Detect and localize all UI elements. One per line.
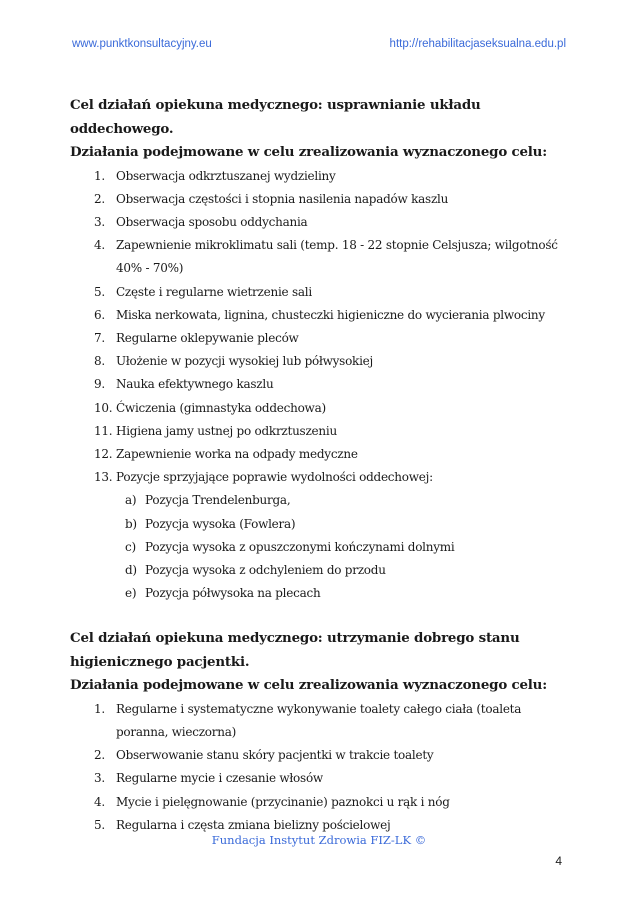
list-item-text: Zapewnienie worka na odpady medyczne	[116, 446, 358, 461]
list-item-text: Regularne i systematyczne wykonywanie toalety całego ciała (toaleta poranna, wieczorna)	[116, 701, 522, 740]
list-item-number: 1.	[94, 168, 105, 183]
list-item	[70, 397, 575, 420]
section1-action-list	[70, 165, 575, 606]
list-item-number: 6.	[94, 307, 105, 322]
list-item-number: 5.	[94, 817, 105, 832]
list-item	[70, 234, 575, 280]
list-item-number: 11.	[94, 423, 113, 438]
list-item-text: Mycie i pielęgnowanie (przycinanie) paznokci u rąk i nóg	[116, 794, 450, 809]
list-item-number: 1.	[94, 701, 105, 716]
list-item	[70, 744, 575, 767]
section2-goal-line2: higienicznego pacjentki.	[70, 653, 250, 670]
list-item-number: 4.	[94, 238, 105, 253]
list-item-number: 10.	[94, 400, 113, 415]
sublist-item	[70, 536, 575, 559]
sublist-item-text: Pozycja wysoka z odchyleniem do przodu	[145, 562, 386, 577]
list-item	[70, 443, 575, 466]
list-item-text: Regularne oklepywanie pleców	[116, 330, 299, 345]
list-item-text: Ćwiczenia (gimnastyka oddechowa)	[116, 400, 326, 415]
page-number: 4	[555, 854, 562, 868]
sublist-item	[70, 582, 575, 605]
list-item-text: Pozycje sprzyjające poprawie wydolności oddechowej:	[116, 470, 433, 485]
sublist-item-letter: d)	[125, 562, 137, 577]
list-item-text: Zapewnienie mikroklimatu sali (temp. 18 - 22 stopnie Celsjusza; wilgotność 40% - 70%)	[116, 238, 558, 276]
list-item	[70, 420, 575, 443]
sublist-item-text: Pozycja półwysoka na plecach	[145, 586, 321, 601]
list-item	[70, 767, 575, 790]
list-item	[70, 791, 575, 814]
list-item	[70, 327, 575, 350]
section1-actions-heading: Działania podejmowane w celu zrealizowania wyznaczonego celu:	[70, 144, 547, 160]
list-item-text: Ułożenie w pozycji wysokiej lub półwysokiej	[116, 354, 373, 369]
list-item-text: Obserwacja częstości i stopnia nasilenia napadów kaszlu	[116, 191, 449, 206]
list-item-text: Higiena jamy ustnej po odkrztuszeniu	[116, 423, 337, 438]
list-item	[70, 211, 575, 234]
list-item-number: 7.	[94, 330, 105, 345]
header-link-left[interactable]: www.punktkonsultacyjny.eu	[72, 38, 212, 50]
list-item-number: 8.	[94, 354, 105, 369]
page-footer	[0, 833, 638, 847]
sublist-item	[70, 513, 575, 536]
list-item-text: Obserwacja sposobu oddychania	[116, 214, 308, 229]
list-item-text: Regularna i częsta zmiana bielizny pościelowej	[116, 817, 391, 832]
section2-actions-heading: Działania podejmowane w celu zrealizowania wyznaczonego celu:	[70, 677, 547, 694]
list-item	[70, 466, 575, 605]
list-item-text: Nauka efektywnego kaszlu	[116, 377, 274, 392]
list-item-number: 4.	[94, 794, 105, 809]
list-item	[70, 188, 575, 211]
list-item	[70, 281, 575, 304]
list-item-text: Częste i regularne wietrzenie sali	[116, 284, 312, 299]
sublist-item-letter: c)	[125, 539, 136, 554]
list-item-number: 9.	[94, 377, 105, 392]
list-item-text: Obserwacja odkrztuszanej wydzieliny	[116, 168, 336, 183]
copyright-icon: ©	[414, 833, 427, 847]
list-item-number: 12.	[94, 446, 113, 461]
list-item	[70, 165, 575, 188]
section2-action-list	[70, 698, 575, 837]
sublist-item-letter: e)	[125, 586, 137, 601]
list-item-number: 3.	[94, 771, 105, 786]
sublist-item-letter: b)	[125, 516, 137, 531]
list-item	[70, 304, 575, 327]
section2-goal-line1: Cel działań opiekuna medycznego: utrzymanie dobrego stanu	[70, 630, 520, 647]
list-item-text: Regularne mycie i czesanie włosów	[116, 771, 323, 786]
list-item-number: 3.	[94, 214, 105, 229]
list-item	[70, 350, 575, 373]
footer-foundation-name: Fundacja Instytut Zdrowia FIZ-LK	[211, 833, 412, 847]
list-item-number: 5.	[94, 284, 105, 299]
list-item-text: Miska nerkowata, lignina, chusteczki higieniczne do wycierania plwociny	[116, 307, 545, 322]
sublist-item-text: Pozycja Trendelenburga,	[145, 493, 291, 508]
list-item	[70, 373, 575, 396]
sublist-item	[70, 489, 575, 512]
section1-goal: Cel działań opiekuna medycznego: usprawnianie układu oddechowego.	[70, 97, 481, 137]
sublist-item-text: Pozycja wysoka (Fowlera)	[145, 516, 296, 531]
list-item-number: 13.	[94, 470, 113, 485]
list-item-text: Obserwowanie stanu skóry pacjentki w trakcie toalety	[116, 748, 434, 763]
sublist-item-letter: a)	[125, 493, 137, 508]
list-item	[70, 698, 575, 744]
list-item-number: 2.	[94, 191, 105, 206]
sublist-item-text: Pozycja wysoka z opuszczonymi kończynami dolnymi	[145, 539, 455, 554]
sublist-item	[70, 559, 575, 582]
document-content	[70, 94, 575, 837]
position-sublist	[70, 489, 575, 605]
list-item-number: 2.	[94, 748, 105, 763]
header-link-right[interactable]: http://rehabilitacjaseksualna.edu.pl	[389, 38, 566, 50]
